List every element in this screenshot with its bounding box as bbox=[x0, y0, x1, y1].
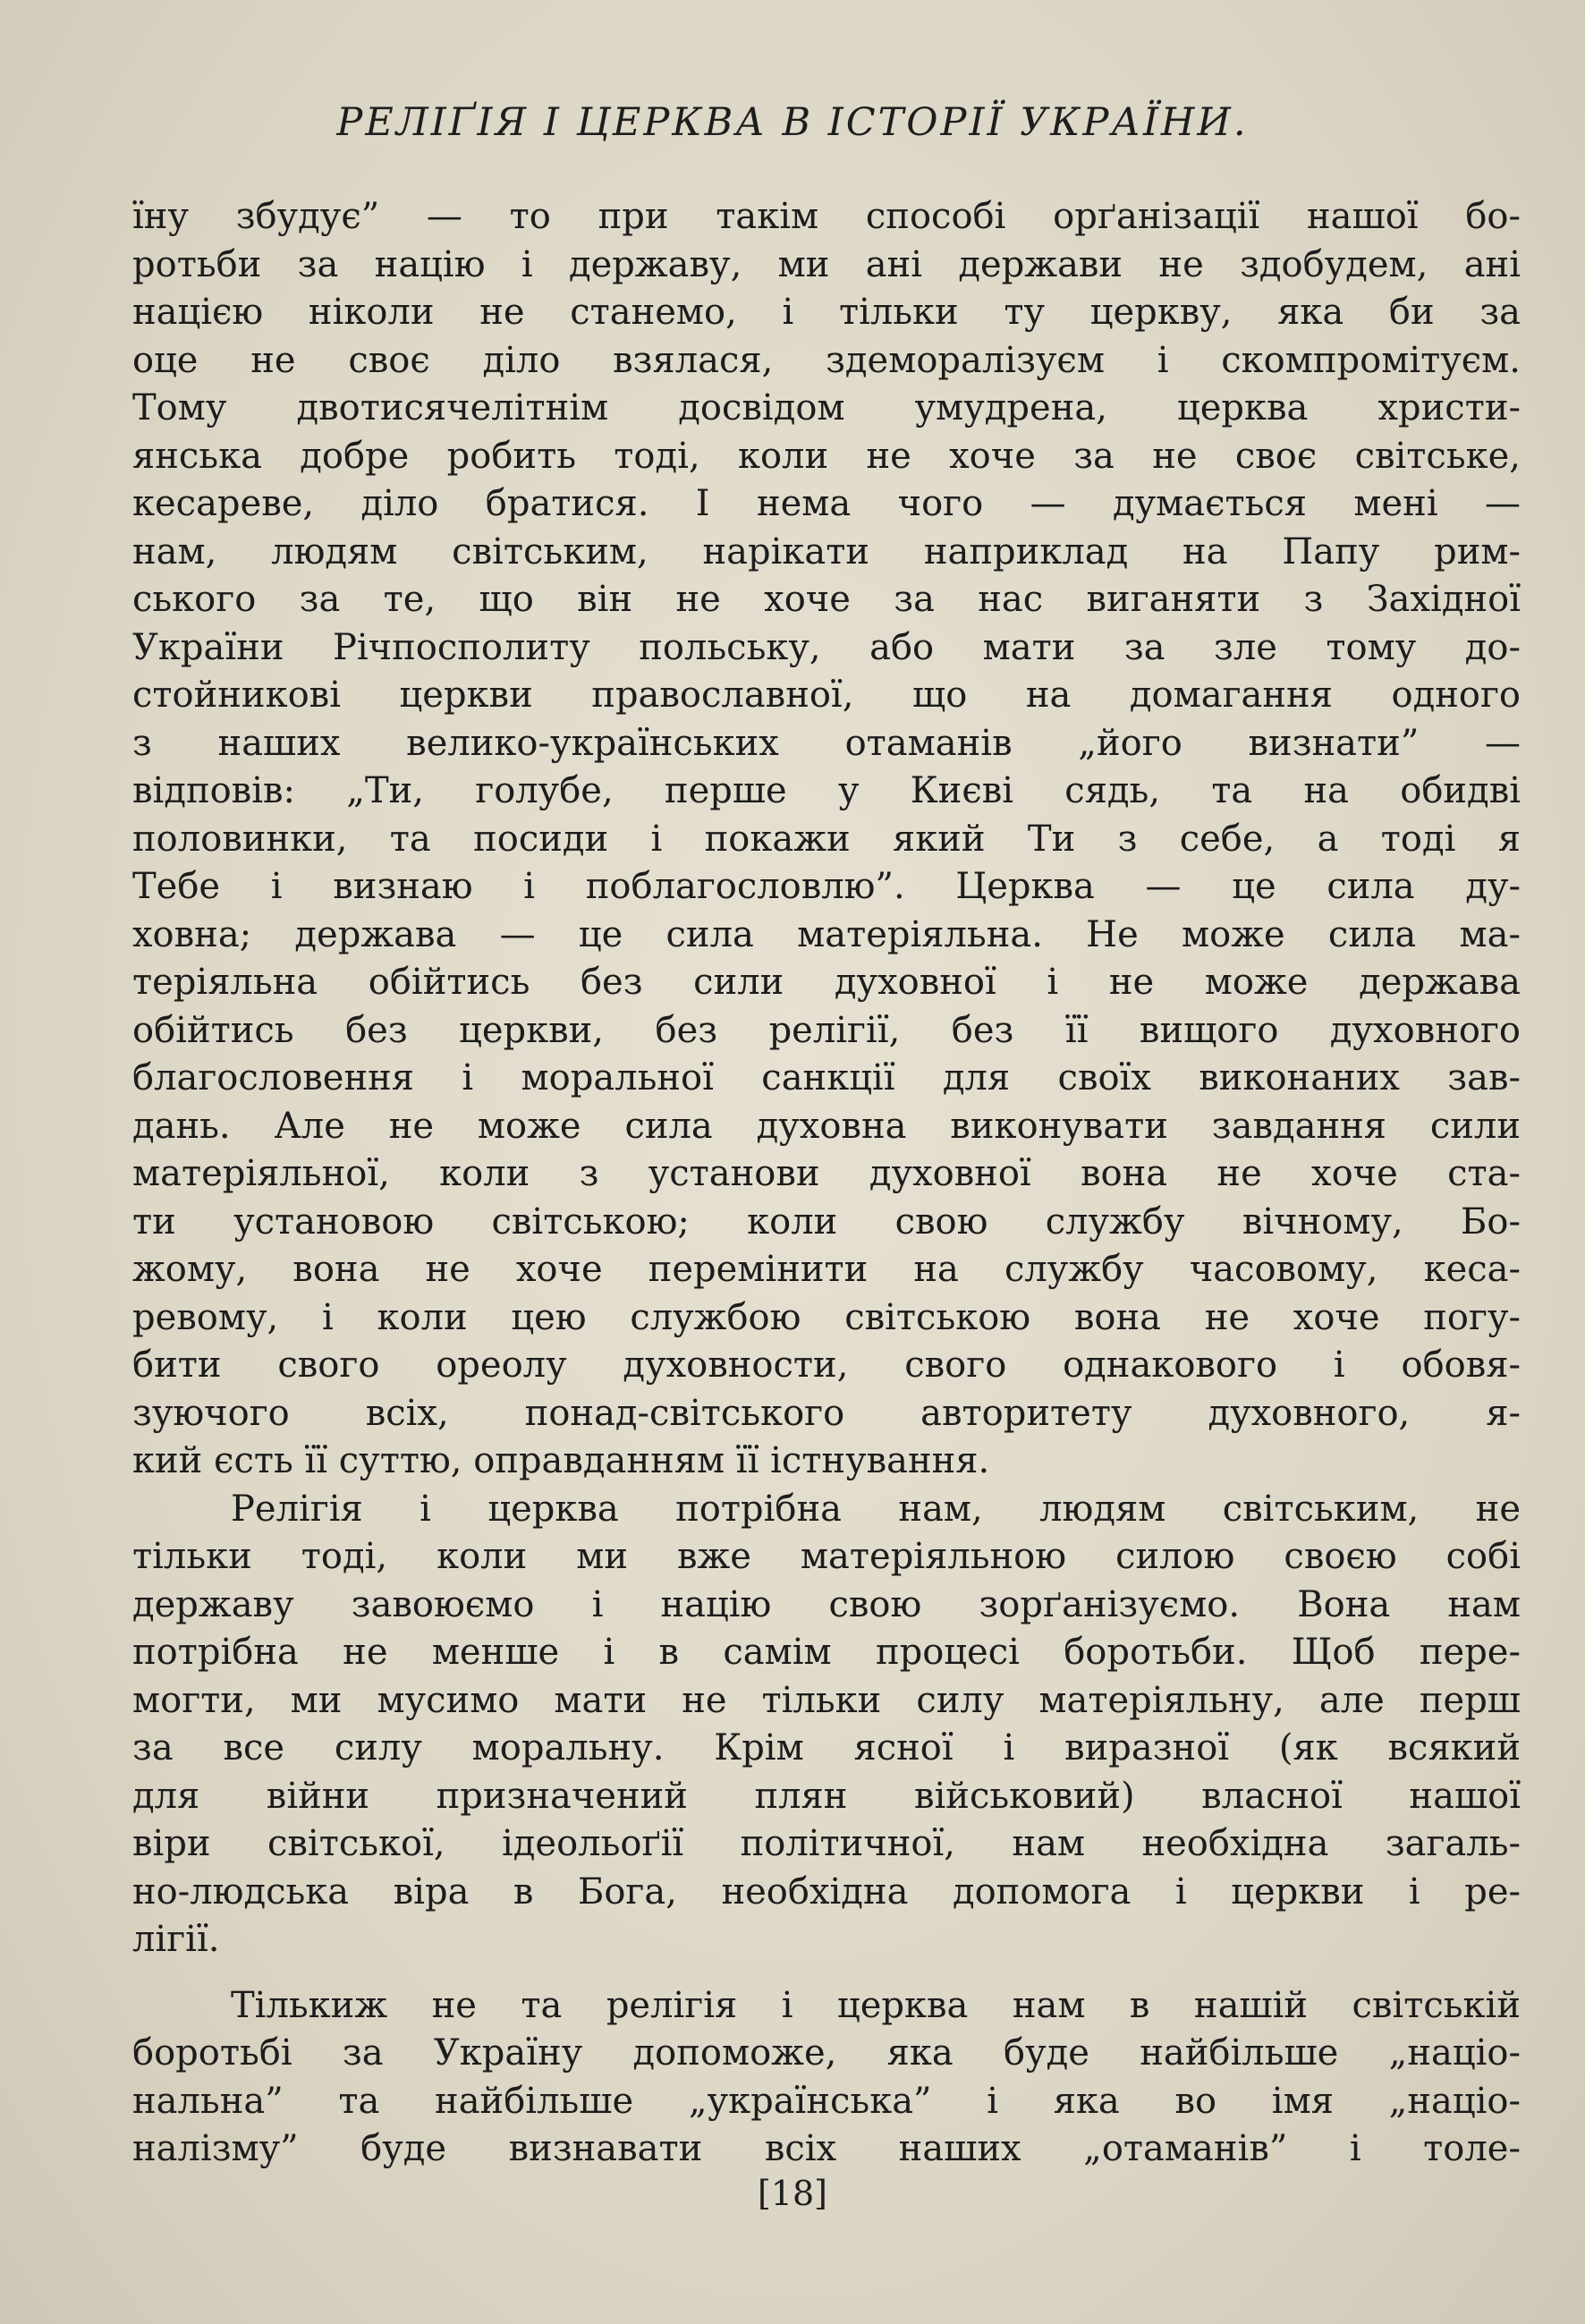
paragraph-3 bbox=[132, 1982, 1521, 2174]
text-line: віри світської, ідеольоґії політичної, нам необхідна загаль- bbox=[132, 1823, 1521, 1864]
text-line: ревому, і коли цею службою світською вона не хоче погу- bbox=[132, 1296, 1521, 1338]
text-line: ротьби за націю і державу, ми ані держави не здобудем, ані bbox=[132, 243, 1521, 285]
page-number: [18] bbox=[757, 2174, 827, 2213]
text-line: зуючого всіх, понад-світського авторитету духовного, я- bbox=[132, 1392, 1521, 1434]
text-line: за все силу моральну. Крім ясної і виразної (як всякий bbox=[132, 1727, 1521, 1768]
body-text bbox=[132, 193, 1521, 2174]
text-line: дань. Але не може сила духовна виконувати завдання сили bbox=[132, 1105, 1521, 1147]
text-line: стойникові церкви православної, що на домагання одного bbox=[132, 674, 1521, 716]
text-line: для війни призначений плян військовий) власної нашої bbox=[132, 1775, 1521, 1817]
text-line: бити свого ореолу духовности, свого однакового і обовя- bbox=[132, 1344, 1521, 1386]
text-line: їну збудує” — то при такім способі орґанізації нашої бо- bbox=[132, 196, 1521, 237]
text-line: нацією ніколи не станемо, і тільки ту церкву, яка би за bbox=[132, 292, 1521, 333]
text-line: матеріяльної, коли з установи духовної вона не хоче ста- bbox=[132, 1153, 1521, 1194]
text-line: обійтись без церкви, без релігії, без її вищого духовного bbox=[132, 1009, 1521, 1051]
text-line: Тількиж не та релігія і церква нам в нашій світській bbox=[231, 1984, 1521, 2026]
text-line: потрібна не менше і в самім процесі боротьби. Щоб пере- bbox=[132, 1632, 1521, 1673]
running-head: РЕЛІҐІЯ І ЦЕРКВА В ІСТОРІЇ УКРАЇНИ. bbox=[336, 100, 1249, 145]
text-line: боротьбі за Україну допоможе, яка буде найбільше „націо- bbox=[132, 2032, 1521, 2074]
paragraph-1 bbox=[132, 193, 1521, 1486]
text-line: теріяльна обійтись без сили духовної і не може держава bbox=[132, 962, 1521, 1003]
text-line: лігії. bbox=[132, 1919, 220, 1960]
text-line: янська добре робить тоді, коли не хоче за не своє світське, bbox=[132, 435, 1521, 477]
text-line: ховна; держава — це сила матеріяльна. Не може сила ма- bbox=[132, 913, 1521, 955]
text-line: кесареве, діло братися. І нема чого — думається мені — bbox=[132, 483, 1521, 524]
paragraph-2 bbox=[132, 1486, 1521, 1964]
text-line: державу завоюємо і націю свою зорґанізуємо. Вона нам bbox=[132, 1583, 1521, 1625]
text-line: благословення і моральної санкції для своїх виконаних зав- bbox=[132, 1057, 1521, 1098]
text-line: половинки, та посиди і покажи який Ти з себе, а тоді я bbox=[132, 818, 1521, 860]
text-line: тільки тоді, коли ми вже матеріяльною силою своєю собі bbox=[132, 1536, 1521, 1577]
text-line: з наших велико-українських отаманів „його визнати” — bbox=[132, 722, 1521, 764]
text-line: ського за те, що він не хоче за нас виганяти з Західної bbox=[132, 579, 1521, 620]
text-line: Релігія і церква потрібна нам, людям світським, не bbox=[231, 1488, 1521, 1530]
text-line: налізму” буде визнавати всіх наших „отаманів” і толе- bbox=[132, 2128, 1521, 2169]
text-line: жому, вона не хоче перемінити на службу часовому, кеса- bbox=[132, 1249, 1521, 1290]
paragraph-spacer bbox=[132, 1964, 1521, 1982]
text-line: нальна” та найбільше „українська” і яка во імя „націо- bbox=[132, 2080, 1521, 2122]
text-line: оце не своє діло взялася, здеморалізуєм і скомпромітуєм. bbox=[132, 339, 1521, 381]
text-line: могти, ми мусимо мати не тільки силу матеріяльну, але перш bbox=[132, 1679, 1521, 1721]
text-line: ти установою світською; коли свою службу вічному, Бо- bbox=[132, 1200, 1521, 1243]
text-line: кий єсть її суттю, оправданням її істнування. bbox=[132, 1440, 990, 1481]
text-line: но-людська віра в Бога, необхідна допомога і церкви і ре- bbox=[132, 1870, 1521, 1913]
text-line: Тому двотисячелітнім досвідом умудрена, церква христи- bbox=[132, 387, 1521, 428]
text-line: відповів: „Ти, голубе, перше у Києві сядь, та на обидві bbox=[132, 770, 1521, 811]
text-line: України Річпосполиту польську, або мати за зле тому до- bbox=[132, 626, 1521, 668]
text-line: нам, людям світським, нарікати наприклад на Папу рим- bbox=[132, 530, 1521, 573]
text-line: Тебе і визнаю і поблагословлю”. Церква — це сила ду- bbox=[132, 866, 1521, 907]
